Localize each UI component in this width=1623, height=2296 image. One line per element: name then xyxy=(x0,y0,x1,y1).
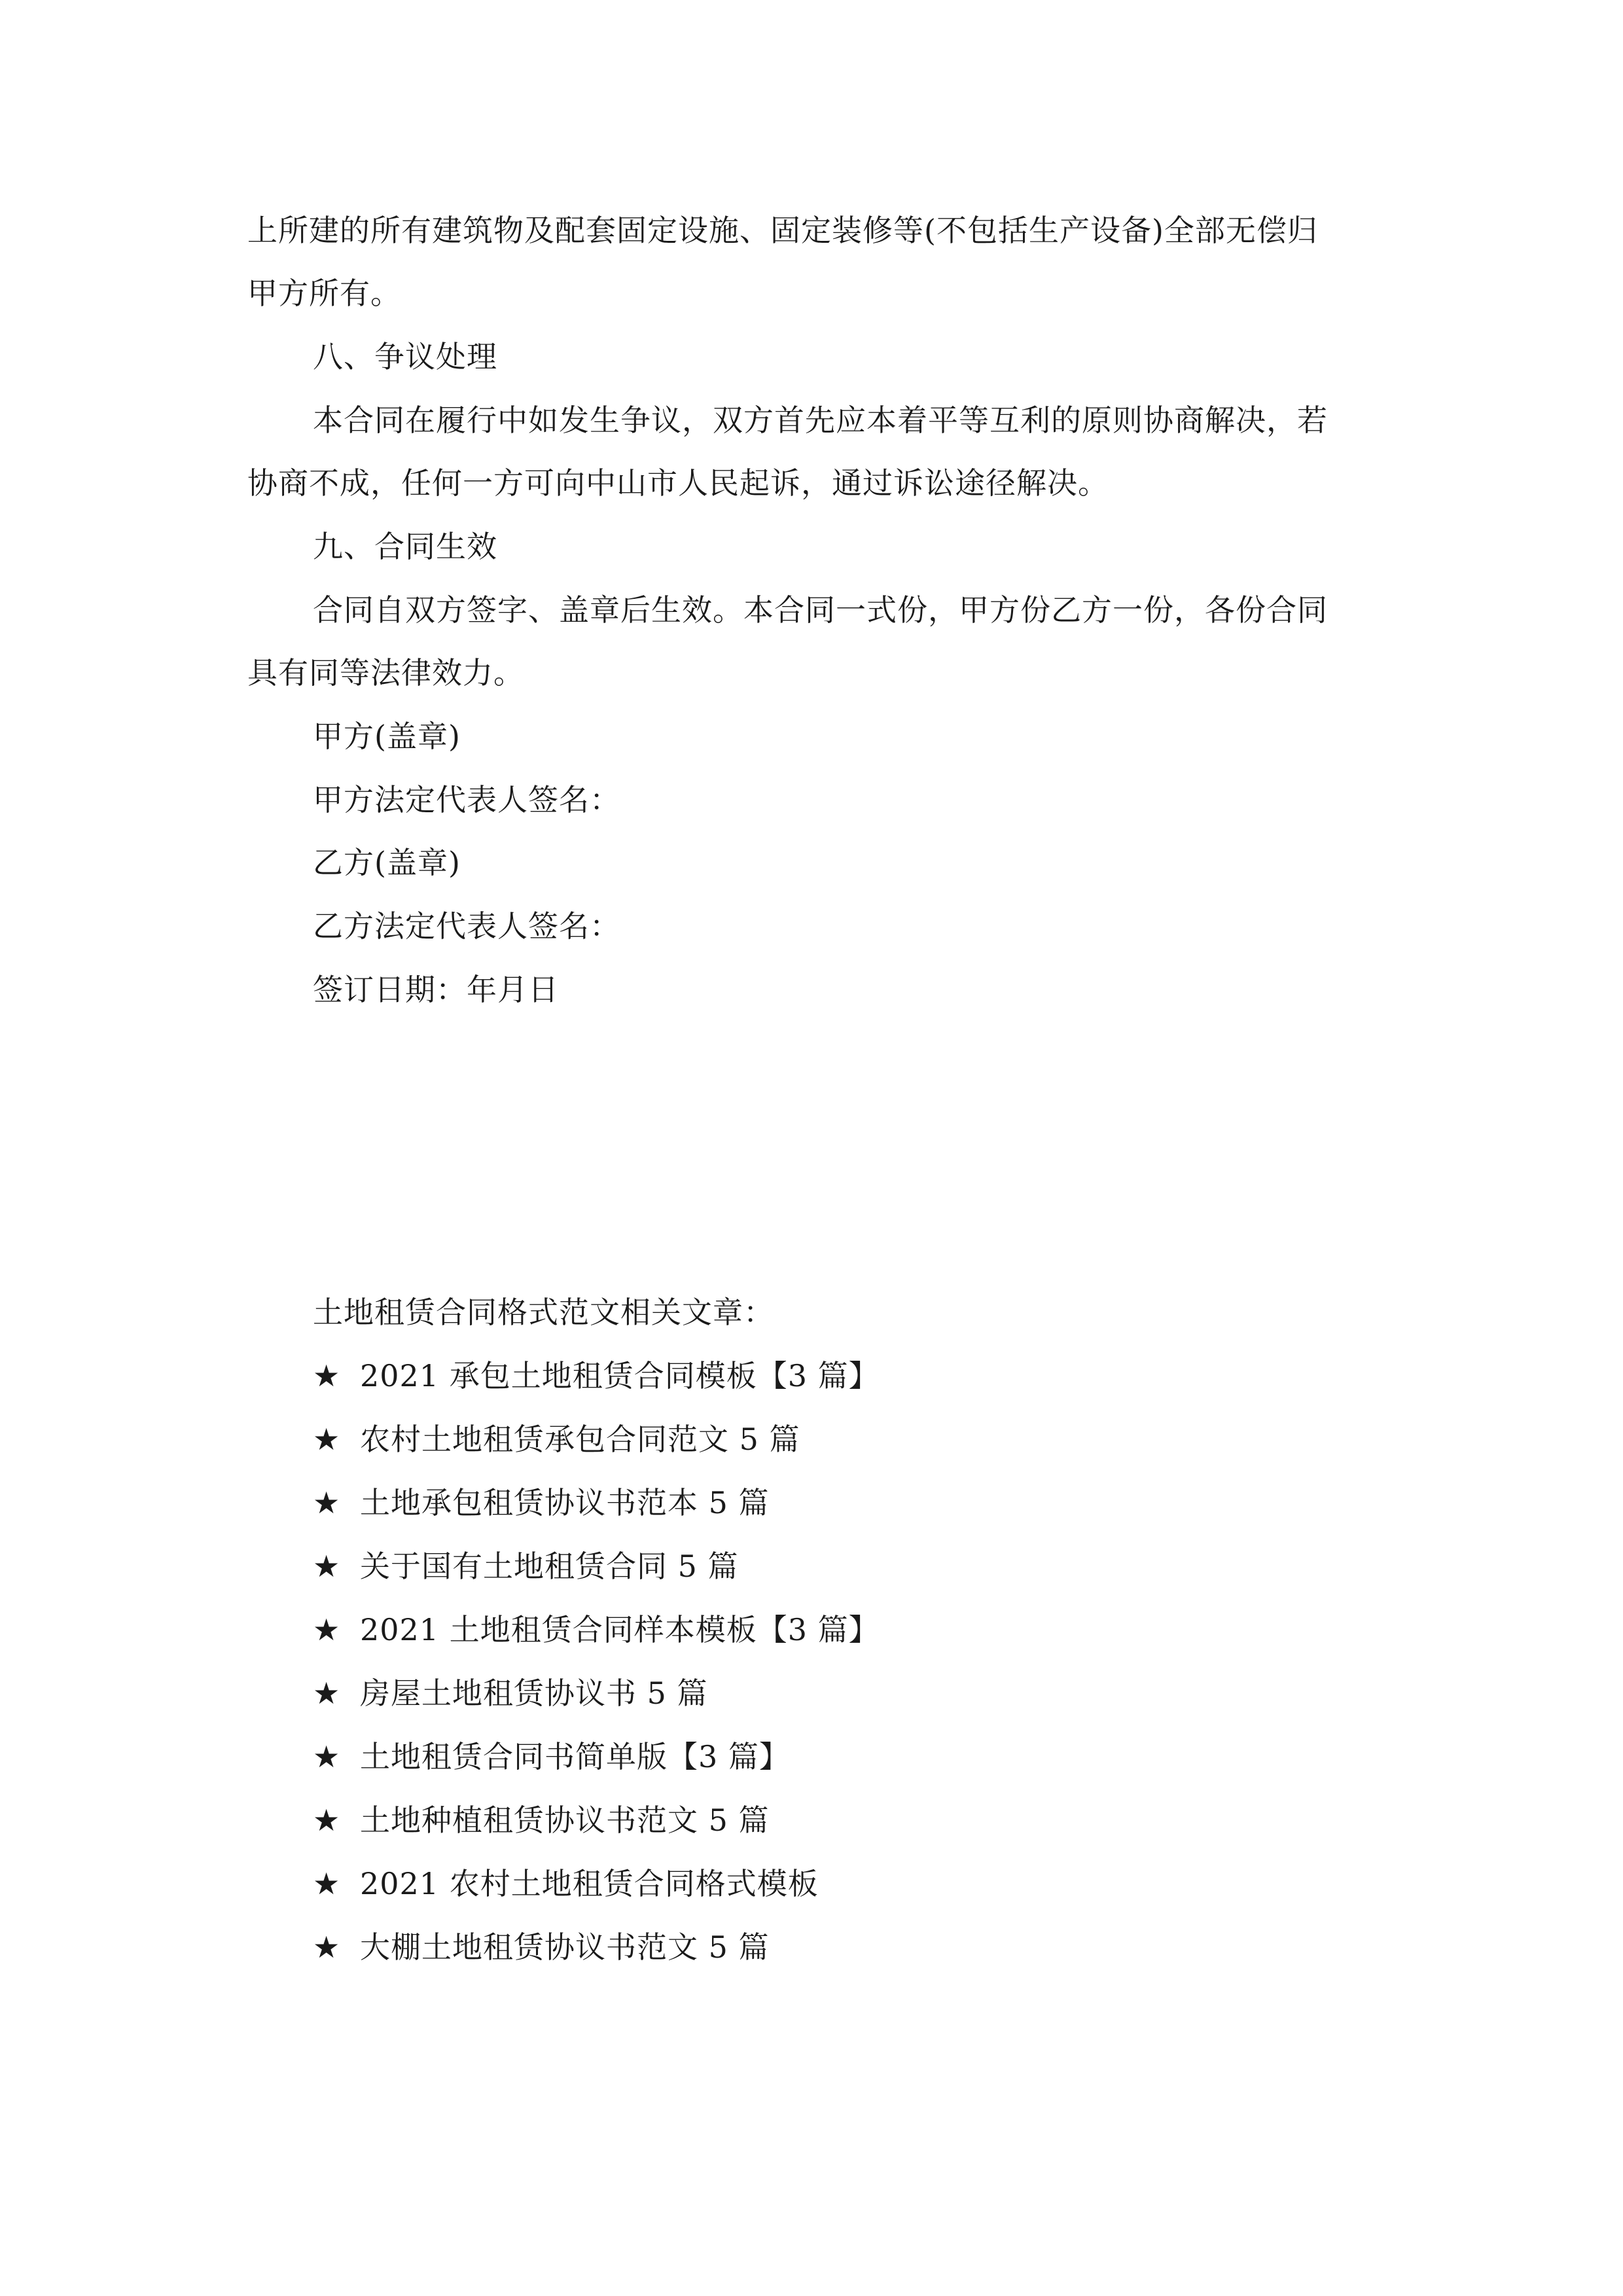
related-link-3[interactable] xyxy=(313,1483,770,1522)
related-link-label: 土地租赁合同书简单版【3 篇】 xyxy=(360,1739,790,1774)
related-link-label: 大棚土地租赁协议书范文 5 篇 xyxy=(360,1929,770,1965)
related-link-7[interactable] xyxy=(313,1737,790,1776)
related-link-label: 2021 农村土地租赁合同格式模板 xyxy=(360,1866,819,1901)
related-link-label: 房屋土地租赁协议书 5 篇 xyxy=(360,1676,708,1711)
star-icon: ★ xyxy=(313,1739,341,1774)
star-icon: ★ xyxy=(313,1549,341,1584)
star-icon: ★ xyxy=(313,1676,341,1711)
related-link-label: 土地承包租赁协议书范本 5 篇 xyxy=(360,1485,770,1520)
related-link-label: 土地种植租赁协议书范文 5 篇 xyxy=(360,1803,770,1838)
party-b-seal: 乙方(盖章) xyxy=(313,845,461,880)
related-link-1[interactable] xyxy=(313,1356,880,1395)
star-icon: ★ xyxy=(313,1422,341,1457)
signing-date: 签订日期：年月日 xyxy=(313,972,559,1007)
star-icon: ★ xyxy=(313,1485,341,1520)
party-a-signature: 甲方法定代表人签名： xyxy=(313,782,620,817)
body-line-1: 上所建的所有建筑物及配套固定设施、固定装修等(不包括生产设备)全部无偿归 xyxy=(247,213,1318,248)
star-icon: ★ xyxy=(313,1866,341,1901)
section-heading-dispute: 八、争议处理 xyxy=(313,339,497,374)
related-link-5[interactable] xyxy=(313,1610,880,1649)
star-icon: ★ xyxy=(313,1612,341,1647)
related-link-4[interactable] xyxy=(313,1547,739,1586)
body-line-4: 本合同在履行中如发生争议，双方首先应本着平等互利的原则协商解决，若 xyxy=(313,403,1328,438)
related-link-label: 2021 承包土地租赁合同模板【3 篇】 xyxy=(360,1358,880,1393)
related-link-label: 农村土地租赁承包合同范文 5 篇 xyxy=(360,1422,800,1457)
related-link-2[interactable] xyxy=(313,1420,800,1459)
body-line-5: 协商不成，任何一方可向中山市人民起诉，通过诉讼途径解决。 xyxy=(247,465,1109,501)
star-icon: ★ xyxy=(313,1358,341,1393)
related-link-9[interactable] xyxy=(313,1864,819,1903)
body-line-2: 甲方所有。 xyxy=(247,276,401,311)
section-heading-effect: 九、合同生效 xyxy=(313,529,497,564)
body-line-8: 具有同等法律效力。 xyxy=(247,655,524,691)
party-b-signature: 乙方法定代表人签名： xyxy=(313,908,620,944)
party-a-seal: 甲方(盖章) xyxy=(313,719,461,754)
body-line-7: 合同自双方签字、盖章后生效。本合同一式份，甲方份乙方一份，各份合同 xyxy=(313,592,1328,628)
related-link-6[interactable] xyxy=(313,1674,708,1713)
related-heading: 土地租赁合同格式范文相关文章： xyxy=(313,1295,774,1330)
related-link-10[interactable] xyxy=(313,1928,770,1967)
star-icon: ★ xyxy=(313,1929,341,1965)
related-link-label: 2021 土地租赁合同样本模板【3 篇】 xyxy=(360,1612,880,1647)
related-link-8[interactable] xyxy=(313,1801,770,1840)
related-link-label: 关于国有土地租赁合同 5 篇 xyxy=(360,1549,739,1584)
star-icon: ★ xyxy=(313,1803,341,1838)
